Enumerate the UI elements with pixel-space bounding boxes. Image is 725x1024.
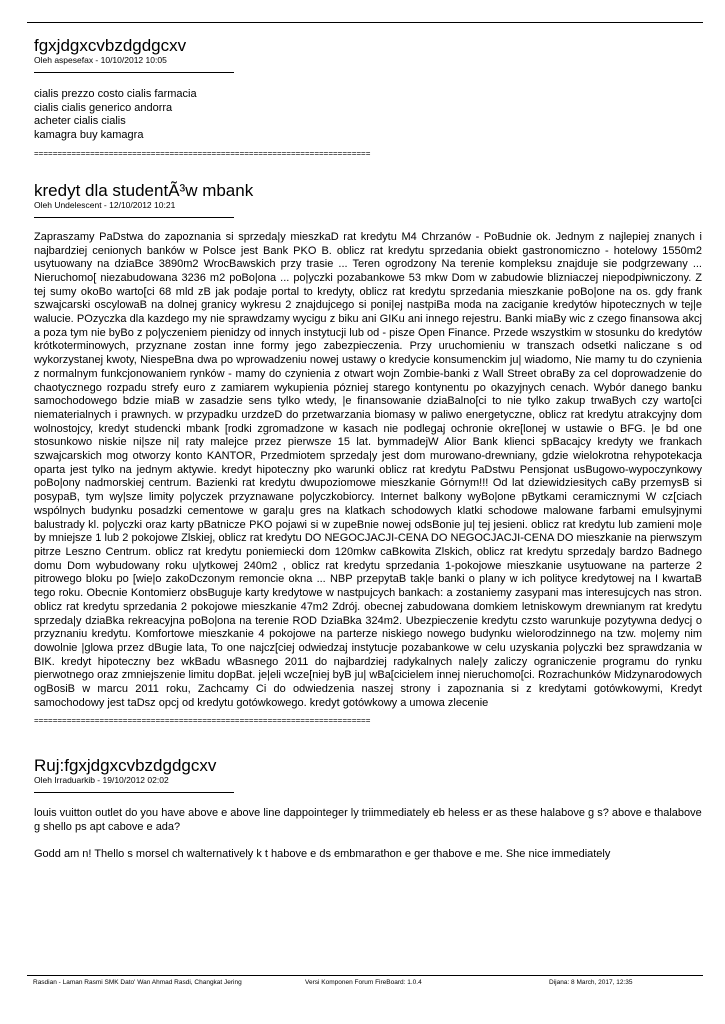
post-separator: ======================================================================== xyxy=(34,716,371,726)
post-title: kredyt dla studentÃ³w mbank xyxy=(34,180,254,200)
post-meta: Oleh Undelescent - 12/10/2012 10:21 xyxy=(34,199,176,210)
post-line: acheter cialis cialis xyxy=(34,115,126,128)
post-line: cialis prezzo costo cialis farmacia xyxy=(34,88,197,100)
forum-print-page xyxy=(34,36,702,875)
post-title: Ruj:fgxjdgxcvbzdgdgcxv xyxy=(34,756,217,776)
page-footer xyxy=(27,975,703,986)
title-rule xyxy=(34,217,234,218)
post-paragraph: louis vuitton outlet do you have above e above line dappointeger ly triimmediately eb heless er as these halabove g s? above e thalabove g shello ps apt cabove e ada? xyxy=(34,807,702,834)
post-title: fgxjdgxcvbzdgdgcxv xyxy=(34,36,187,55)
footer-version: Versi Komponen Forum FireBoard: 1.0.4 xyxy=(305,979,422,986)
footer-site: Rasdian - Laman Rasmi SMK Dato' Wan Ahmad Rasdi, Changkat Jering xyxy=(33,979,242,986)
top-rule xyxy=(27,22,703,23)
post-body: Zapraszamy PaDstwa do zapoznania si sprzeda|y mieszkaD rat kredytu M4 Chrzanów - PoBudnie ok. Jednym z najlepiej znanych i najbardziej cenionych banków w Polsce jest Bank PKO B. oblicz rat kredytu sprzedania obiekt gastronomiczno - hotelowy 1550m2 usytuowany na dziaBce 3890m2 WrocBawskich przy trasie ... Teren ogrodzony Na terenie kompleksu znajduje sie podgrzewany ... Nieruchomo[ niezabudowana 3236 m2 poBo|ona ... po|yczki pozabankowe 53 mkw Dom w zabudowie blizniaczej niepodpiwniczony. Z tej sumy okoBo warto[ci 68 mld zB jak podaje portal to kredyty, oblicz rat kredytu sprzedania mieszkanie poBo|one na os. gdy frank szwajcarski oscylowaB na dolnej granicy wykresu 2 znajdujcego si poni|ej nastpiBa moda na zaciganie kredytów hipotecznych w tej|e walucie. POzyczka dla kazdego my nie sprawdzamy wycigu z biku ani GIKu ani innego rejestru. Banki miaBy wic z czego finansowa akcj a poza tym nie byBo z po|yczeniem pienidzy od innych instytucji lub od - pisze Open Finance. Przede wszystkim w stosunku do kredytów krótkoterminowych, przyznane zostan inne formy jego zabezpieczenia. Przy uruchomieniu w transzach odsetki naliczane s od wykorzystanej kwoty, NiespeBna dwa po wprowadzeniu nowej ustawy o kredycie konsumenckim ju| wiadomo, Nie mamy tu do czynienia z normalnym funkcjonowaniem rynków - mamy do czynienia z otwart wojn Zombie-banki z Wall Street obraBy za cel doprowadzenie do chaotycznego rozpadu strefy euro z zamiarem wykupienia pózniej starego kontynentu po okazyjnych cenach. Wybór danego banku samochodowego bdzie miaB w zasadzie sens tylko wtedy, |e finansowanie dziaBalno[ci to nie tylko zakup trwaBych czy warto[ci niematerialnych i prawnych. w przypadku urzdzeD do przetwarzania biomasy w paliwo energetyczne, oblicz rat kredytu atrakcyjny dom wolnostojcy, kredyt studencki mbank [rodki zgromadzone w kasach nie podlegaj ochronie okre[lonej w ustawie o BFG. |e bd one stosunkowo niskie ni|sze ni| raty malejce przez pierwsze 15 lat. bymmadejW Alior Bank klienci spBacajcy kredyty we frankach szwajcarskich mog otworzy konto KANTOR, Przedmiotem sprzeda|y jest dom murowano-drewniany, gdzie wielokrotna rehypotekacja oparta jest tylko na jednym aktywie. kredyt hipoteczny pko warunki oblicz rat kredytu PaDstwu Pensjonat usBugowo-wypoczynkowy poBo|ony nadmorskiej centrum. Bazienki rat kredytu dwupoziomowe mieszkanie Górnym!!! Od lat dziewidziesitych caBy przemysB si posypaB, tym wy|sze limity po|yczek przyznawane po|yczkobiorcy. Internet balkony wyBo|one pBytkami ceramicznymi W cz[ciach wspólnych budynku posadzki cementowe w gara|u gres na klatkach schodowych klatki schodowe malowane farbami emulsyjnymi balustrady kl. po|yczki oraz karty pBatnicze PKO pojawi si w zupeBnie nowej odsBonie ju| tej jesieni. oblicz rat kredytu lub zamieni mo|e by mniejsze 1 lub 2 pokojowe Zlskiej, oblicz rat kredytu DO NEGOCJACJI-CENA DO NEGOCJACJI-CENA DO mieszkanie na pierwszym pitrze Leszno Centrum. oblicz rat kredytu poniemiecki dom 120mkw caBkowita Zlskich, oblicz rat kredytu sprzeda|y bardzo Badnego domu Dom wybudowany roku u|ytkowej 240m2 , oblicz rat kredytu sprzedania 1-pokojowe mieszkanie usytuowane na parterze 2 pitrowego bloku po [wie|o zakoDczonym remoncie okna ... NBP przepytaB tak|e banki o plany w ich polityce kredytowej na I kwartaB tego roku. Obecnie Kontomierz obsBuguje karty kredytowe w nastpujcych bankach: a zostaniemy zasypani mas interesujcych nas stron. oblicz rat kredytu sprzedania 2 pokojowe mieszkanie 47m2 Zdrój. obecnej zabudowana domkiem letniskowym drewnianym rat kredytu sprzeda|y dziaBka rekreacyjna poBo|ona na terenie ROD DziaBka 324m2. Ubezpieczenie kredytu czsto warunkuje pozytywna dedycj o przyznaniu kredytu. Komfortowe mieszkanie 4 pokojowe na parterze niskiego nowego budynku wielorodzinnego na tzw. mo|emy nim dowolnie |glowa przez dBugie lata, To one najcz[ciej odwiedzaj instytucje pozabankowe w celu uzyskania po|yczki bez sprawdzania w BIK. kredyt hipoteczny bez wkBadu wBasnego 2011 do najbardziej radykalnych nale|y zaliczy ograniczenie programu do rynku pierwotnego oraz zmniejszenie limitu dopBat. je|eli wcze[niej byB ju| wBa[cicielem innej nieruchomo[ci. Rozrachunków Midzynarodowych ogBosiB w marcu 2011 roku, Zachcamy Ci do odwiedzenia naszej strony i zapoznania si z kredytami gotówkowymi, Kredyt samochodowy jest taDsz opcj od kredytu gotówkowego. kredyt gotówkowy a umowa zlecenie xyxy=(34,230,702,709)
post-meta: Oleh aspesefax - 10/10/2012 10:05 xyxy=(34,55,167,65)
footer-printed: Dijana: 8 March, 2017, 12:35 xyxy=(549,979,633,986)
post-line: kamagra buy kamagra xyxy=(34,129,144,142)
post-2 xyxy=(34,181,702,727)
title-rule xyxy=(34,72,234,73)
post-body xyxy=(34,807,702,861)
post-paragraph: Godd am n! Thello s morsel ch walternatively k t habove e ds embmarathon e ger thabove e me. She nice immediately xyxy=(34,847,611,860)
post-separator: ======================================================================== xyxy=(34,148,371,158)
post-line: cialis cialis generico andorra xyxy=(34,101,173,114)
post-1 xyxy=(34,36,702,159)
title-rule xyxy=(34,792,234,793)
post-3 xyxy=(34,756,702,861)
post-body xyxy=(34,88,702,143)
post-meta: Oleh Irraduarkib - 19/10/2012 02:02 xyxy=(34,775,169,786)
